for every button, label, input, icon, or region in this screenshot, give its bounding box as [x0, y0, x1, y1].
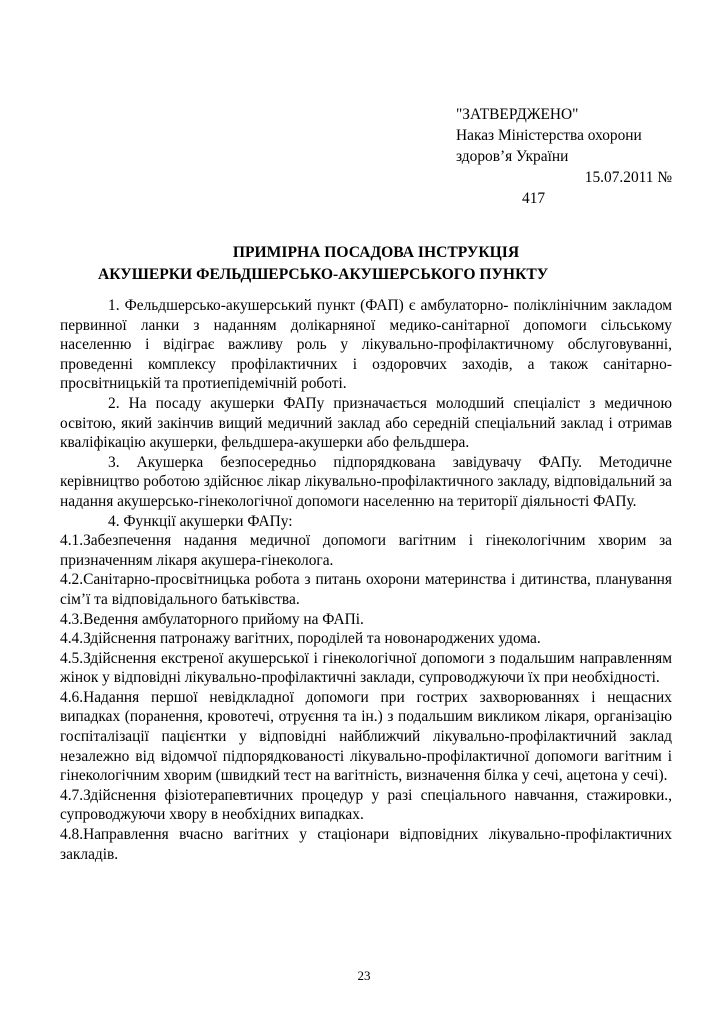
- paragraph-3: 3. Акушерка безпосередньо підпорядкована завідувачу ФАПу. Методичне керівництво роботою здійснює лікар лікувально-профілактичного закладу, відповідальний за надання акушерсько-гінекологічної допомоги населенню на території діяльності ФАПу.: [60, 453, 672, 510]
- approval-ministry-line2: здоров’я України: [456, 148, 569, 165]
- function-item-4-1: 4.1.Забезпечення надання медичної допомоги вагітним і гінекологічним хворим за призначенням лікаря акушера-гінеколога.: [60, 532, 672, 569]
- document-body: [60, 296, 672, 864]
- title-line-2: АКУШЕРКИ ФЕЛЬДШЕРСЬКО-АКУШЕРСЬКОГО ПУНКТУ: [98, 266, 549, 283]
- function-item-4-7: 4.7.Здійснення фізіотерапевтичних процедур у разі спеціального навчання, стажировки., супроводжуючи хвору в необхідних випадках.: [60, 786, 672, 824]
- function-item-4-5: 4.5.Здійснення екстреної акушерської і гінекологічної допомоги з подальшим направленням жінок у відповідні лікувально-профілактичні заклади, супроводжуючи їх при необхідності.: [60, 649, 672, 687]
- approval-ministry-line1: Наказ Міністерства охорони: [456, 127, 642, 144]
- document-title: [60, 242, 672, 286]
- function-item-4-6: 4.6.Надання першої невідкладної допомоги при гострих захворюваннях і нещасних випадках (поранення, кровотечі, отруєння та ін.) з подальшим викликом лікаря, організацію госпіталізації пацієнтки у відповідні найближчий лікувально-профілактичний заклад незалежно від відомчої підпорядкованості лікувально-профілактичної допомоги вагітним і гінекологічним хворим (швидкий тест на вагітність, визначення білка у сечі, ацетона у сечі).: [60, 688, 672, 785]
- approval-block: [456, 104, 672, 209]
- title-line-1: ПРИМІРНА ПОСАДОВА ІНСТРУКЦІЯ: [232, 244, 520, 261]
- page-number: 23: [357, 968, 371, 983]
- paragraph-2: 2. На посаду акушерки ФАПу призначається молодший спеціаліст з медичною освітою, який закінчив вищий медичний заклад або середній спеціальний заклад і отримав кваліфікацію акушерки, фельдшера-акушерки або фельдшера.: [60, 394, 672, 452]
- function-item-4-3: 4.3.Ведення амбулаторного прийому на ФАПі.: [60, 610, 364, 628]
- function-item-4-4: 4.4.Здійснення патронажу вагітних, породілей та новонароджених удома.: [60, 630, 541, 648]
- function-item-4-8: 4.8.Направлення вчасно вагітних у стаціонари відповідних лікувально-профілактичних закладів.: [60, 826, 672, 863]
- paragraph-1: 1. Фельдшерсько-акушерський пункт (ФАП) є амбулаторно- поліклінічним закладом первинної ланки з наданням долікарняної медико-санітарної допомоги сільському населенню і відіграє важливу роль у лікувально-профілактичному обслуговуванні, проведенні комплексу профілактичних і оздоровчих заходів, а також санітарно-просвітницькій та протиепідемічній роботі.: [60, 297, 672, 393]
- function-item-4-2: 4.2.Санітарно-просвітницька робота з питань охорони материнства і дитинства, планування сім’ї та відповідального батьківства.: [60, 571, 672, 608]
- approval-stamp: "ЗАТВЕРДЖЕНО": [456, 106, 579, 123]
- paragraph-4-heading: 4. Функції акушерки ФАПу:: [108, 512, 293, 530]
- approval-date: 15.07.2011 №: [584, 169, 672, 186]
- approval-number: 417: [522, 190, 546, 207]
